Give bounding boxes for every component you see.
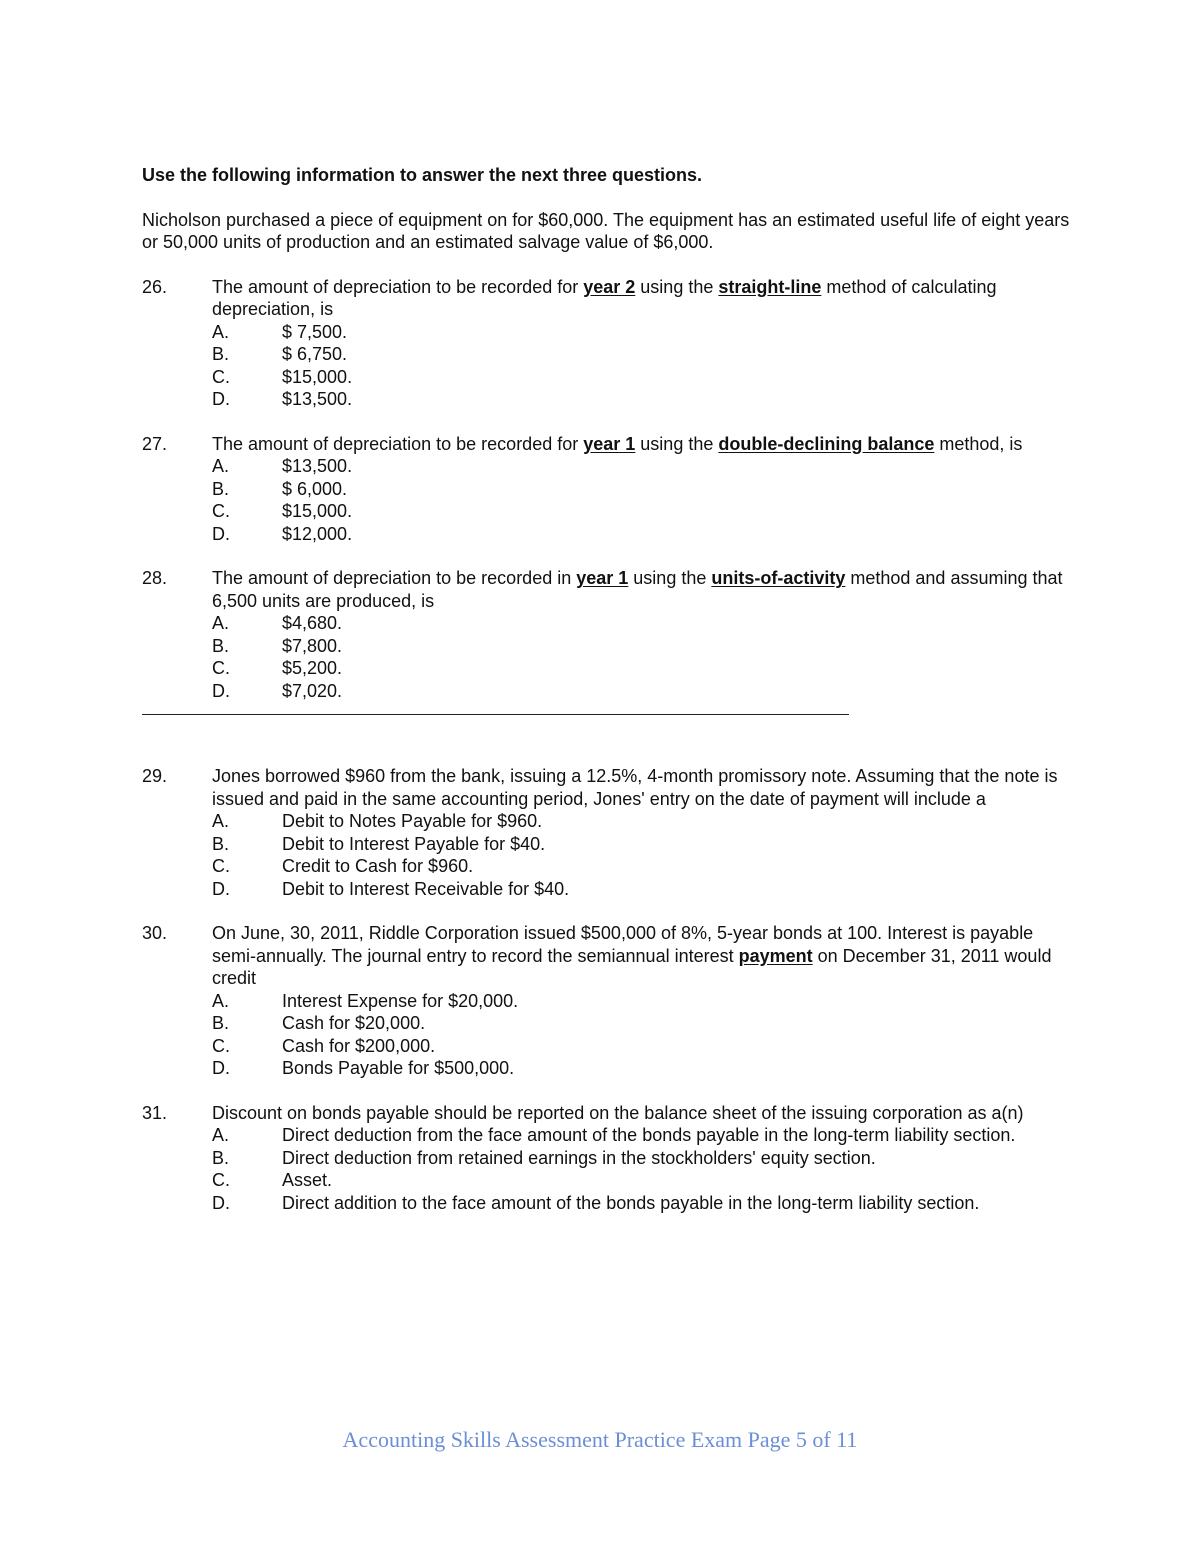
- option-text: Asset.: [282, 1170, 333, 1190]
- option-letter: D.: [212, 389, 230, 409]
- stem-text: On June, 30, 2011, Riddle Corporation issued $500,000 of 8%, 5-year bonds at 100. Interest is payable semi-annually. The journal entry to record the semiannual interest: [212, 923, 1034, 966]
- option-text: Direct deduction from the face amount of the bonds payable in the long-term liability section.: [282, 1125, 1016, 1145]
- question-31: [142, 1102, 1072, 1215]
- question-body: [212, 276, 1072, 411]
- option-text: $ 6,000.: [282, 478, 348, 499]
- answer-option-a: [212, 321, 1072, 344]
- option-letter: A.: [212, 456, 230, 476]
- question-number: 28.: [142, 568, 168, 588]
- question-28: [142, 567, 1072, 702]
- answer-option-a: [212, 1124, 1072, 1147]
- stem-text: method, is: [934, 433, 1023, 454]
- question-number: 26.: [142, 276, 168, 297]
- emphasis-term: year 1: [576, 568, 629, 588]
- option-letter: B.: [212, 1147, 230, 1168]
- answer-option-a: [212, 612, 1072, 635]
- emphasis-term: payment: [738, 945, 813, 966]
- option-letter: D.: [212, 1058, 230, 1078]
- option-text: Bonds Payable for $500,000.: [282, 1058, 515, 1078]
- option-letter: A.: [212, 321, 230, 342]
- stem-text: using the: [635, 433, 719, 454]
- page-footer: Accounting Skills Assessment Practice Exam Page 5 of 11: [342, 1427, 858, 1452]
- stem-text: The amount of depreciation to be recorded in: [212, 568, 577, 588]
- answer-option-b: [212, 635, 1072, 658]
- emphasis-term: year 2: [583, 276, 636, 297]
- option-letter: C.: [212, 658, 230, 678]
- question-stem: Discount on bonds payable should be reported on the balance sheet of the issuing corporation as a(n): [212, 1102, 1024, 1123]
- option-letter: B.: [212, 635, 230, 656]
- question-body: [212, 922, 1072, 1080]
- stem-text: on December 31, 2011 would credit: [212, 945, 1052, 988]
- option-text: $4,680.: [282, 613, 343, 633]
- question-body: [212, 1102, 1072, 1215]
- option-letter: C.: [212, 1035, 230, 1056]
- option-letter: A.: [212, 811, 230, 831]
- question-body: [212, 765, 1072, 900]
- option-letter: D.: [212, 680, 230, 701]
- option-letter: C.: [212, 501, 230, 521]
- option-text: $7,800.: [282, 635, 343, 656]
- option-letter: A.: [212, 990, 230, 1011]
- option-letter: B.: [212, 1013, 230, 1033]
- answer-option-d: [212, 878, 1072, 901]
- option-text: Debit to Interest Payable for $40.: [282, 833, 546, 854]
- answer-option-b: [212, 478, 1072, 501]
- option-letter: B.: [212, 344, 230, 364]
- option-text: Interest Expense for $20,000.: [282, 990, 519, 1011]
- option-letter: A.: [212, 613, 230, 633]
- answer-option-d: [212, 388, 1072, 411]
- question-stem: Jones borrowed $960 from the bank, issuing a 12.5%, 4-month promissory note. Assuming that the note is issued and paid in the same accounting period, Jones' entry on the date of payment will include a: [212, 766, 1058, 809]
- option-text: $13,500.: [282, 456, 353, 476]
- question-body: [212, 433, 1072, 546]
- stem-text: method of calculating depreciation, is: [212, 276, 997, 319]
- answer-option-c: [212, 855, 1072, 878]
- option-text: $5,200.: [282, 658, 343, 678]
- question-number: 31.: [142, 1102, 168, 1123]
- option-text: $ 6,750.: [282, 344, 348, 364]
- question-number: 30.: [142, 923, 168, 943]
- emphasis-term: year 1: [583, 433, 636, 454]
- question-stem: [212, 567, 1072, 612]
- question-27: [142, 433, 1072, 546]
- option-text: $15,000.: [282, 501, 353, 521]
- option-letter: A.: [212, 1125, 230, 1145]
- option-letter: B.: [212, 833, 230, 854]
- option-text: Cash for $200,000.: [282, 1035, 436, 1056]
- option-text: Cash for $20,000.: [282, 1013, 426, 1033]
- option-letter: D.: [212, 1192, 230, 1213]
- answer-option-c: [212, 500, 1072, 523]
- emphasis-term: double-declining balance: [718, 433, 935, 454]
- option-text: $12,000.: [282, 523, 353, 544]
- answer-option-c: [212, 1035, 1072, 1058]
- option-letter: C.: [212, 1170, 230, 1190]
- question-body: [212, 567, 1072, 702]
- answer-option-c: [212, 657, 1072, 680]
- answer-option-a: [212, 990, 1072, 1013]
- question-stem: [212, 433, 1072, 456]
- option-text: $ 7,500.: [282, 321, 348, 342]
- question-30: [142, 922, 1072, 1080]
- question-stem: [212, 922, 1072, 990]
- stem-text: The amount of depreciation to be recorded for: [212, 276, 584, 297]
- option-text: Debit to Notes Payable for $960.: [282, 811, 543, 831]
- answer-option-a: [212, 455, 1072, 478]
- option-letter: D.: [212, 878, 230, 899]
- answer-option-b: [212, 1012, 1072, 1035]
- question-number: 29.: [142, 766, 168, 786]
- option-text: Direct addition to the face amount of the bonds payable in the long-term liability section.: [282, 1192, 980, 1213]
- option-text: $15,000.: [282, 366, 353, 387]
- emphasis-term: straight-line: [718, 276, 822, 297]
- answer-option-c: [212, 1169, 1072, 1192]
- answer-option-d: [212, 1057, 1072, 1080]
- intro-text: Nicholson purchased a piece of equipment on for $60,000. The equipment has an estimated useful life of eight years or 50,000 units of production and an estimated salvage value of $6,000.: [142, 209, 1070, 252]
- question-number: 27.: [142, 433, 168, 454]
- answer-option-d: [212, 523, 1072, 546]
- answer-option-d: [212, 680, 1072, 703]
- option-letter: D.: [212, 523, 230, 544]
- emphasis-term: units-of-activity: [711, 568, 846, 588]
- option-letter: B.: [212, 478, 230, 499]
- option-text: $13,500.: [282, 389, 353, 409]
- option-text: Debit to Interest Receivable for $40.: [282, 878, 570, 899]
- option-text: Direct deduction from retained earnings in the stockholders' equity section.: [282, 1147, 876, 1168]
- answer-option-d: [212, 1192, 1072, 1215]
- option-letter: C.: [212, 856, 230, 876]
- option-letter: C.: [212, 366, 230, 387]
- question-stem: [212, 276, 1072, 321]
- answer-option-a: [212, 810, 1072, 833]
- stem-text: using the: [635, 276, 719, 297]
- stem-text: The amount of depreciation to be recorded for: [212, 433, 584, 454]
- answer-option-c: [212, 366, 1072, 389]
- stem-text: using the: [628, 568, 712, 588]
- section-divider: [142, 714, 849, 715]
- exam-page: [142, 164, 1072, 1214]
- answer-option-b: [212, 1147, 1072, 1170]
- stem-text: method and assuming that 6,500 units are produced, is: [212, 568, 1063, 611]
- option-text: $7,020.: [282, 680, 343, 701]
- question-26: [142, 276, 1072, 411]
- answer-option-b: [212, 833, 1072, 856]
- question-29: [142, 765, 1072, 900]
- answer-option-b: [212, 343, 1072, 366]
- intro-heading: Use the following information to answer the next three questions.: [142, 165, 703, 185]
- option-text: Credit to Cash for $960.: [282, 856, 474, 876]
